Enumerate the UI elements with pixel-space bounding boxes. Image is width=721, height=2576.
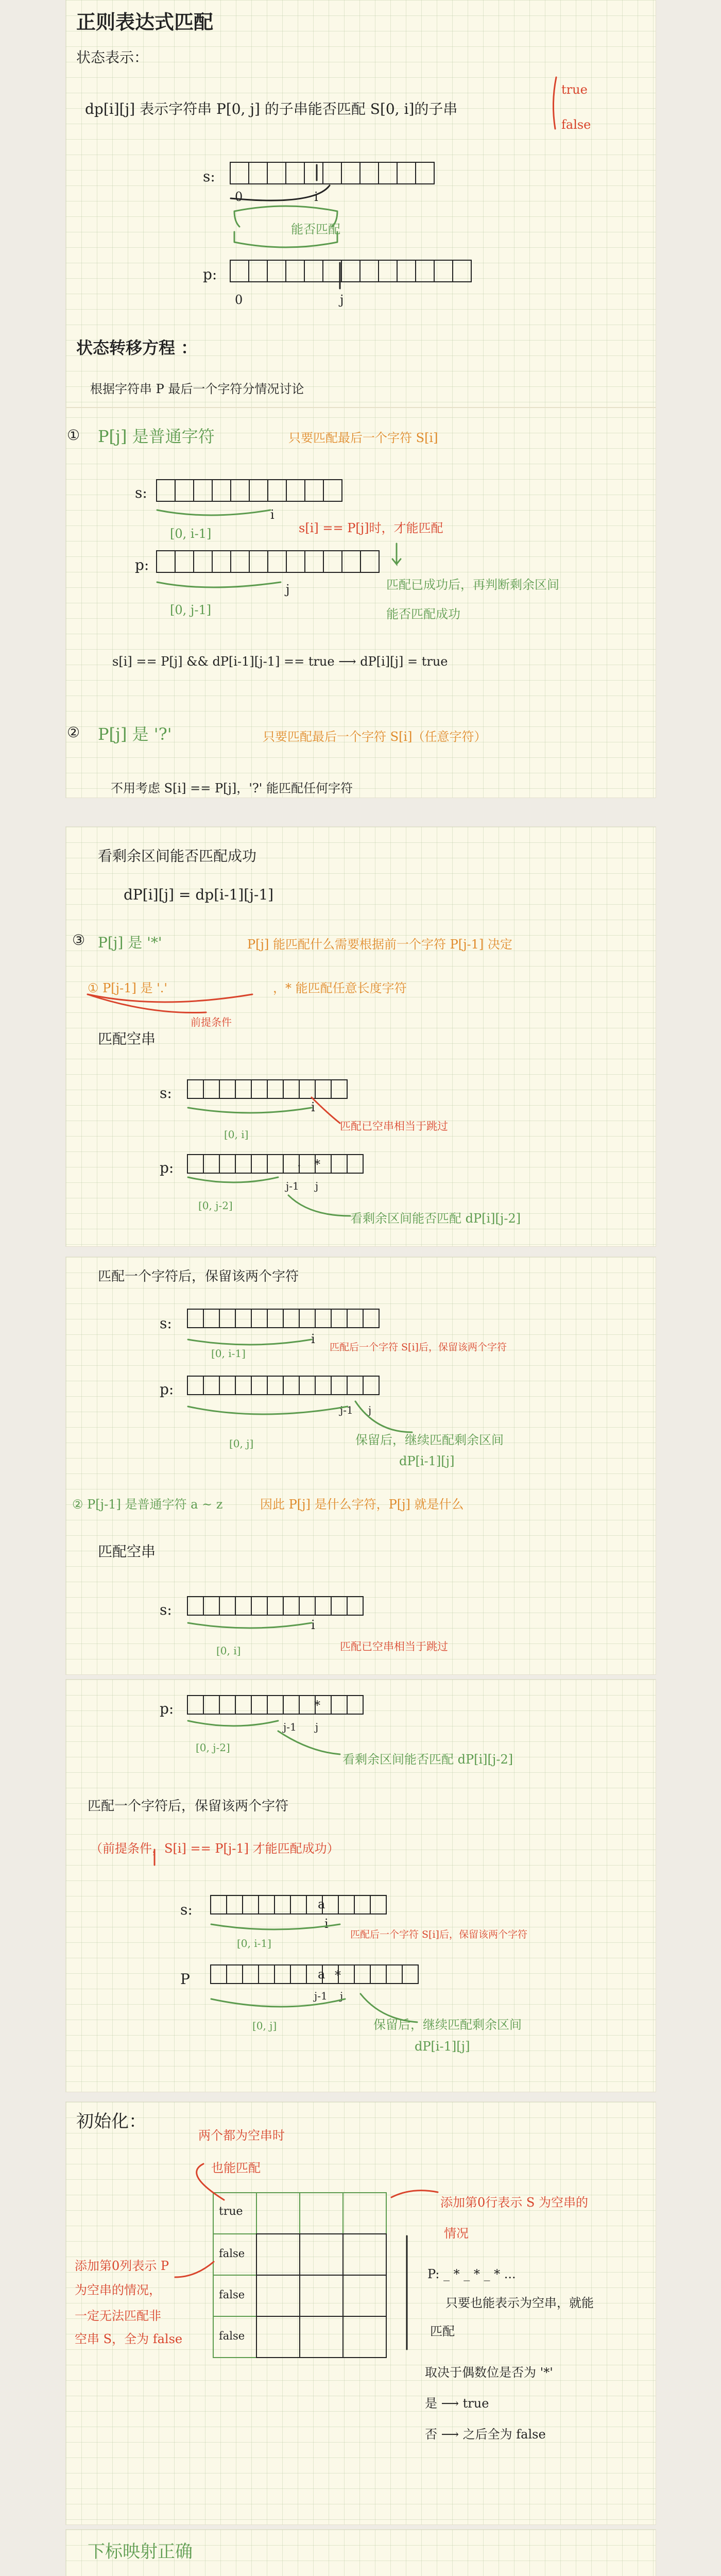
case1-note2: 能否匹配成功 <box>386 607 460 621</box>
one2-i: i <box>324 1917 329 1931</box>
star-s-label: s: <box>160 1084 172 1101</box>
p-index-zero: 0 <box>235 293 243 307</box>
case2-note: 不用考虑 S[i] == P[j]，'?' 能匹配任何字符 <box>111 781 353 795</box>
sub1-heading: ① P[j-1] 是 '.' <box>88 981 167 995</box>
one-keep1: 保留后，继续匹配剩余区间 <box>355 1433 504 1447</box>
see-rest: 看剩余区间能否匹配成功 <box>98 848 257 865</box>
s-label: s: <box>203 168 215 185</box>
result-true: true <box>561 82 588 97</box>
one2-j: j <box>340 1990 344 2002</box>
case1-only: 只要匹配最后一个字符 S[i] <box>288 431 438 445</box>
by-last-char: 根据字符串 P 最后一个字符分情况讨论 <box>90 382 304 396</box>
char-rest: 看剩余区间能否匹配 dP[i][j-2] <box>342 1752 513 1767</box>
case3-number: ③ <box>72 931 85 948</box>
case2-formula: dP[i][j] = dp[i-1][j-1] <box>124 886 274 903</box>
init-pattern2: 只要也能表示为空串，就能 <box>445 2296 594 2310</box>
p-label: p: <box>203 266 217 283</box>
star-range-j2: [0, j-2] <box>198 1199 233 1212</box>
char-j: j <box>315 1721 319 1733</box>
match-empty-2: 匹配空串 <box>98 1543 156 1560</box>
state-label: 状态表示： <box>76 49 149 66</box>
init-no: 否 ⟶ 之后全为 false <box>425 2427 546 2442</box>
one2-pa: a <box>318 1967 325 1981</box>
star-range-i: [0, i] <box>224 1128 249 1141</box>
case1-j: j <box>286 582 290 597</box>
sub2-heading: ② P[j-1] 是普通字符 a ~ z <box>72 1497 223 1512</box>
one-s-label: s: <box>160 1315 172 1332</box>
one-s-i: i <box>311 1332 315 1346</box>
init-heading: 初始化： <box>76 2111 146 2132</box>
star-star: * <box>314 1157 320 1172</box>
init-yes: 是 ⟶ true <box>425 2396 489 2411</box>
one2-keep2: dP[i-1][j] <box>415 2039 470 2054</box>
one2-range-i1: [0, i-1] <box>237 1937 271 1950</box>
init-false-1: false <box>219 2247 245 2260</box>
one2-s-label: s: <box>180 1901 193 1918</box>
case1-formula: s[i] == P[j] && dP[i-1][j-1] == true ⟶ dP[i][j] = true <box>112 654 448 669</box>
case1-heading: P[j] 是普通字符 <box>98 427 215 446</box>
one2-range-j: [0, j] <box>252 2020 277 2032</box>
one-p-label: p: <box>160 1381 174 1398</box>
char-j1: j-1 <box>283 1721 297 1733</box>
init-both: 两个都为空串时 <box>198 2128 285 2143</box>
match-empty: 匹配空串 <box>98 1030 156 1047</box>
init-col-note2: 为空串的情况， <box>75 2283 161 2297</box>
case2-only: 只要匹配最后一个字符 S[i]（任意字符） <box>263 730 487 744</box>
star-s-i: i <box>311 1100 315 1114</box>
star-j1: j-1 <box>286 1180 299 1192</box>
sub2-s-i: i <box>311 1618 315 1632</box>
one-range-i1: [0, i-1] <box>211 1347 246 1360</box>
case1-i: i <box>270 507 274 522</box>
sub1-text: ，* 能匹配任意长度字符 <box>273 981 407 995</box>
case1-s-label: s: <box>135 484 147 501</box>
star-p-label: p: <box>160 1159 174 1176</box>
init-row-note: 添加第0行表示 S 为空串的 <box>440 2195 588 2210</box>
premise-label: 前提条件 <box>191 1016 232 1028</box>
init-pattern: P: _ * _ * _ * ... <box>427 2267 516 2281</box>
one-j: j <box>368 1404 372 1416</box>
result-false: false <box>561 117 591 132</box>
state-definition: dp[i][j] 表示字符串 P[0, j] 的子串能否匹配 S[0, i]的子串 <box>85 100 458 117</box>
one2-pstar: * <box>335 1968 341 1982</box>
one2-p-label: P <box>180 1971 190 1988</box>
init-both2: 也能匹配 <box>211 2161 261 2175</box>
case1-condition: s[i] == P[j]时，才能匹配 <box>299 521 443 535</box>
case2-number: ② <box>67 724 80 741</box>
one2-arrow-note: 匹配后一个字符 S[i]后，保留该两个字符 <box>350 1929 527 1940</box>
case2-heading: P[j] 是 '?' <box>98 724 172 744</box>
sub2-range-i: [0, i] <box>216 1645 241 1657</box>
one2-keep1: 保留后，继续匹配剩余区间 <box>373 2018 522 2032</box>
char-star: * <box>314 1698 320 1713</box>
can-match-label: 能否匹配 <box>291 222 340 236</box>
one-j1: j-1 <box>340 1404 353 1416</box>
case1-range-s: [0, i-1] <box>170 527 212 541</box>
sub2-skip: 匹配已空串相当于跳过 <box>340 1640 448 1653</box>
match-one: 匹配一个字符后，保留该两个字符 <box>98 1269 299 1284</box>
rest-note: 看剩余区间能否匹配 dP[i][j-2] <box>350 1211 521 1226</box>
page-title: 正则表达式匹配 <box>76 10 214 33</box>
init-col-note4: 空串 S，全为 false <box>75 2332 183 2346</box>
s-index-i: i <box>314 190 318 204</box>
one2-a: a <box>318 1897 325 1911</box>
case1-number: ① <box>67 427 80 444</box>
case1-note1: 匹配已成功后，再判断剩余区间 <box>386 578 559 592</box>
match-one-2: 匹配一个字符后，保留该两个字符 <box>88 1799 289 1814</box>
init-pattern3: 匹配 <box>430 2324 455 2338</box>
init-even: 取决于偶数位是否为 '*' <box>425 2365 553 2380</box>
char-p-label: p: <box>160 1700 174 1717</box>
init-false-2: false <box>219 2289 245 2301</box>
one-arrow-note: 匹配后一个字符 S[i]后，保留该两个字符 <box>330 1342 507 1353</box>
p-index-j: j <box>340 293 344 307</box>
premise-2: （前提条件，S[i] == P[j-1] 才能匹配成功） <box>90 1841 339 1856</box>
char-range-j2: [0, j-2] <box>196 1741 230 1754</box>
case1-range-p: [0, j-1] <box>170 603 212 617</box>
init-col-note: 添加第0列表示 P <box>75 2259 169 2273</box>
one-keep2: dP[i-1][j] <box>399 1454 455 1468</box>
one2-j1: j-1 <box>314 1990 328 2002</box>
init-col-note3: 一定无法匹配非 <box>75 2309 161 2323</box>
init-false-3: false <box>219 2330 245 2342</box>
transition-title: 状态转移方程 ： <box>76 338 198 358</box>
init-true: true <box>219 2205 243 2218</box>
case1-p-label: p: <box>135 556 149 573</box>
s-index-zero: 0 <box>235 190 243 204</box>
case3-heading: P[j] 是 '*' <box>98 934 162 951</box>
star-j: j <box>315 1180 319 1192</box>
sub2-text: 因此 P[j] 是什么字符，P[j] 就是什么 <box>260 1497 464 1512</box>
skip-note: 匹配已空串相当于跳过 <box>340 1120 448 1132</box>
star-dot: . <box>297 1155 301 1170</box>
one-range-j: [0, j] <box>229 1437 254 1450</box>
map-heading: 下标映射正确 <box>88 2541 193 2562</box>
case3-mid: P[j] 能匹配什么需要根据前一个字符 P[j-1] 决定 <box>247 937 512 952</box>
init-row-note2: 情况 <box>444 2226 469 2241</box>
sub2-s-label: s: <box>160 1601 172 1618</box>
